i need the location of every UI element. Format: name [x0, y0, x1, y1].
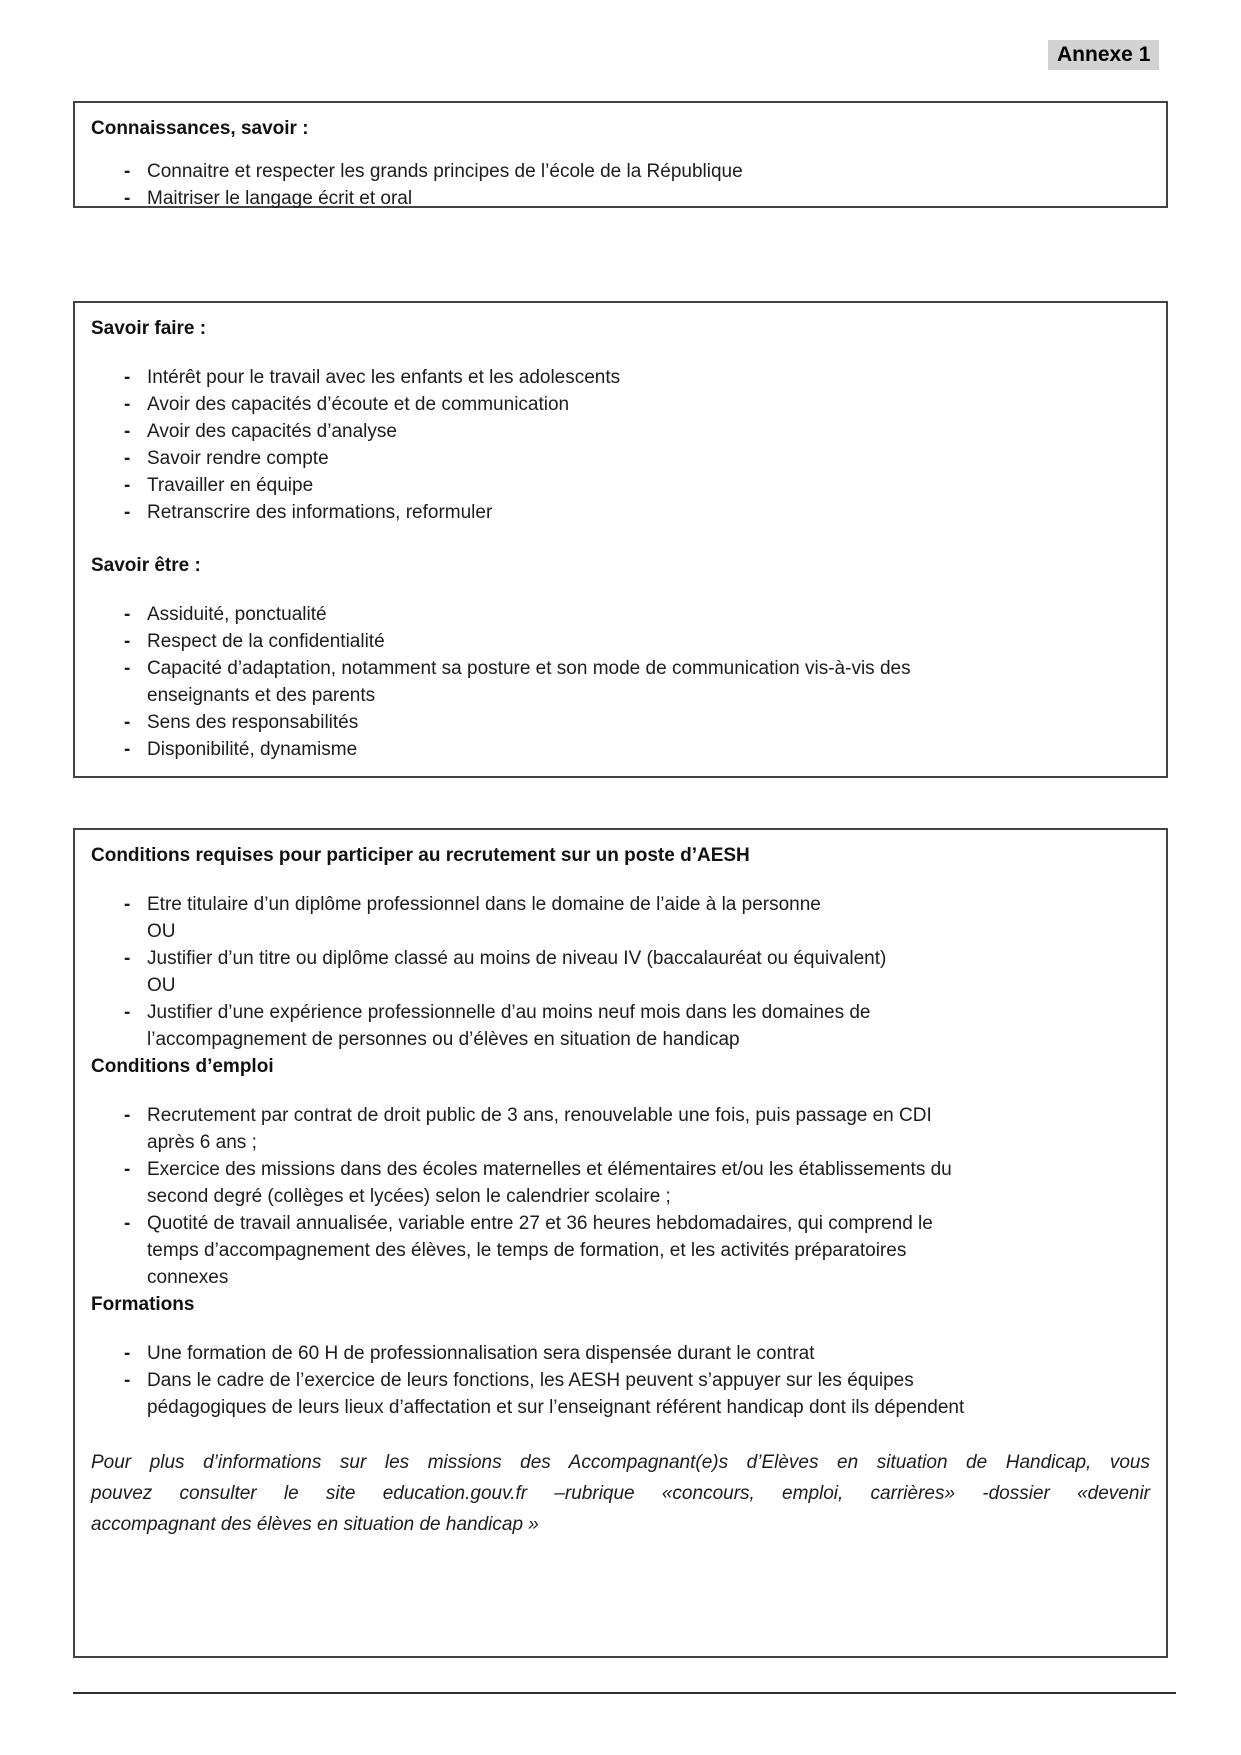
list-item [91, 1367, 1150, 1421]
list-item-text: Quotité de travail annualisée, variable entre 27 et 36 heures hebdomadaires, qui comprend le [147, 1213, 933, 1234]
list-item [91, 472, 1150, 499]
list-item-text: Etre titulaire d’un diplôme professionnel dans le domaine de l’aide à la personne [147, 894, 821, 915]
bullet-dash: - [124, 631, 131, 652]
list-item [91, 185, 1150, 212]
list-item-text: Recrutement par contrat de droit public de 3 ans, renouvelable une fois, puis passage en CDI [147, 1105, 932, 1126]
list-item-text: Avoir des capacités d’analyse [147, 421, 397, 442]
bullet-dash: - [124, 739, 131, 760]
bullet-dash: - [124, 448, 131, 469]
list-item-text: temps d’accompagnement des élèves, le temps de formation, et les activités préparatoires [147, 1240, 907, 1261]
list-item-text: Maitriser le langage écrit et oral [147, 188, 413, 209]
list-item-text: Travailler en équipe [147, 475, 314, 496]
footer-divider [73, 1692, 1176, 1694]
list-item-text: Avoir des capacités d’écoute et de communication [147, 394, 570, 415]
list-item-text: Retranscrire des informations, reformuler [147, 502, 493, 523]
list-item [91, 736, 1150, 763]
training-title: Formations [91, 1294, 195, 1315]
requirements-title: Conditions requises pour participer au recrutement sur un poste d’AESH [91, 845, 750, 866]
annexe-label: Annexe 1 [1048, 40, 1159, 70]
bullet-dash: - [124, 421, 131, 442]
info-note [91, 1447, 1150, 1540]
list-item [91, 1156, 1150, 1210]
bullet-dash: - [124, 1159, 131, 1180]
list-item [91, 364, 1150, 391]
bullet-dash: - [124, 1370, 131, 1391]
bullet-dash: - [124, 604, 131, 625]
list-item-text: Capacité d’adaptation, notamment sa posture et son mode de communication vis-à-vis des [147, 658, 911, 679]
bullet-dash: - [124, 948, 131, 969]
bullet-dash: - [124, 394, 131, 415]
bullet-dash: - [124, 658, 131, 679]
list-item [91, 391, 1150, 418]
employment-list [91, 1102, 1150, 1291]
list-item-text: connexes [147, 1267, 229, 1288]
info-note-line: pouvez consulter le site education.gouv.fr –rubrique «concours, emploi, carrières» -dossier «devenir [91, 1483, 1150, 1504]
list-item [91, 891, 1150, 945]
bullet-dash: - [124, 475, 131, 496]
savoir-faire-list [91, 364, 1150, 526]
list-item-text: Intérêt pour le travail avec les enfants et les adolescents [147, 367, 621, 388]
bullet-dash: - [124, 1105, 131, 1126]
list-item-text: Connaitre et respecter les grands principes de l’école de la République [147, 161, 743, 182]
list-item-text: pédagogiques de leurs lieux d’affectation et sur l’enseignant référent handicap dont ils dépendent [147, 1397, 965, 1418]
list-item-text: l’accompagnement de personnes ou d’élèves en situation de handicap [147, 1029, 740, 1050]
knowledge-box [73, 101, 1168, 208]
info-note-line: accompagnant des élèves en situation de handicap » [91, 1514, 539, 1535]
bullet-dash: - [124, 502, 131, 523]
conditions-box [73, 828, 1168, 1658]
list-item-text: Disponibilité, dynamisme [147, 739, 358, 760]
list-item [91, 1210, 1150, 1291]
list-item [91, 709, 1150, 736]
savoir-etre-title: Savoir être : [91, 555, 201, 576]
employment-title: Conditions d’emploi [91, 1056, 274, 1077]
savoir-faire-title: Savoir faire : [91, 318, 207, 339]
list-item-text: Une formation de 60 H de professionnalisation sera dispensée durant le contrat [147, 1343, 815, 1364]
list-item-text: Justifier d’un titre ou diplôme classé au moins de niveau IV (baccalauréat ou équivalent) [147, 948, 887, 969]
list-item-text: Respect de la confidentialité [147, 631, 385, 652]
list-item-text: enseignants et des parents [147, 685, 376, 706]
list-item [91, 601, 1150, 628]
list-item-text: second degré (collèges et lycées) selon le calendrier scolaire ; [147, 1186, 671, 1207]
knowledge-list [91, 158, 1150, 212]
list-item-text: Justifier d’une expérience professionnelle d’au moins neuf mois dans les domaines de [147, 1002, 871, 1023]
info-note-line: Pour plus d’informations sur les missions des Accompagnant(e)s d’Elèves en situation de Handicap, vous [91, 1452, 1150, 1473]
skills-box [73, 301, 1168, 778]
list-item-text: après 6 ans ; [147, 1132, 257, 1153]
bullet-dash: - [124, 1002, 131, 1023]
bullet-dash: - [124, 161, 131, 182]
list-item-text: Dans le cadre de l’exercice de leurs fonctions, les AESH peuvent s’appuyer sur les équipes [147, 1370, 914, 1391]
or-connector: OU [147, 975, 176, 996]
bullet-dash: - [124, 712, 131, 733]
savoir-etre-list [91, 601, 1150, 763]
bullet-dash: - [124, 367, 131, 388]
bullet-dash: - [124, 894, 131, 915]
list-item [91, 418, 1150, 445]
list-item-text: Assiduité, ponctualité [147, 604, 327, 625]
bullet-dash: - [124, 1213, 131, 1234]
list-item [91, 999, 1150, 1053]
list-item [91, 1102, 1150, 1156]
list-item-text: Sens des responsabilités [147, 712, 359, 733]
list-item [91, 1340, 1150, 1367]
or-connector: OU [147, 921, 176, 942]
knowledge-title: Connaissances, savoir : [91, 118, 309, 139]
bullet-dash: - [124, 1343, 131, 1364]
bullet-dash: - [124, 188, 131, 209]
list-item-text: Exercice des missions dans des écoles maternelles et élémentaires et/ou les établissements du [147, 1159, 952, 1180]
requirements-list [91, 891, 1150, 1053]
list-item-text: Savoir rendre compte [147, 448, 329, 469]
list-item [91, 158, 1150, 185]
list-item [91, 445, 1150, 472]
training-list [91, 1340, 1150, 1421]
list-item [91, 499, 1150, 526]
list-item [91, 945, 1150, 999]
list-item [91, 655, 1150, 709]
list-item [91, 628, 1150, 655]
